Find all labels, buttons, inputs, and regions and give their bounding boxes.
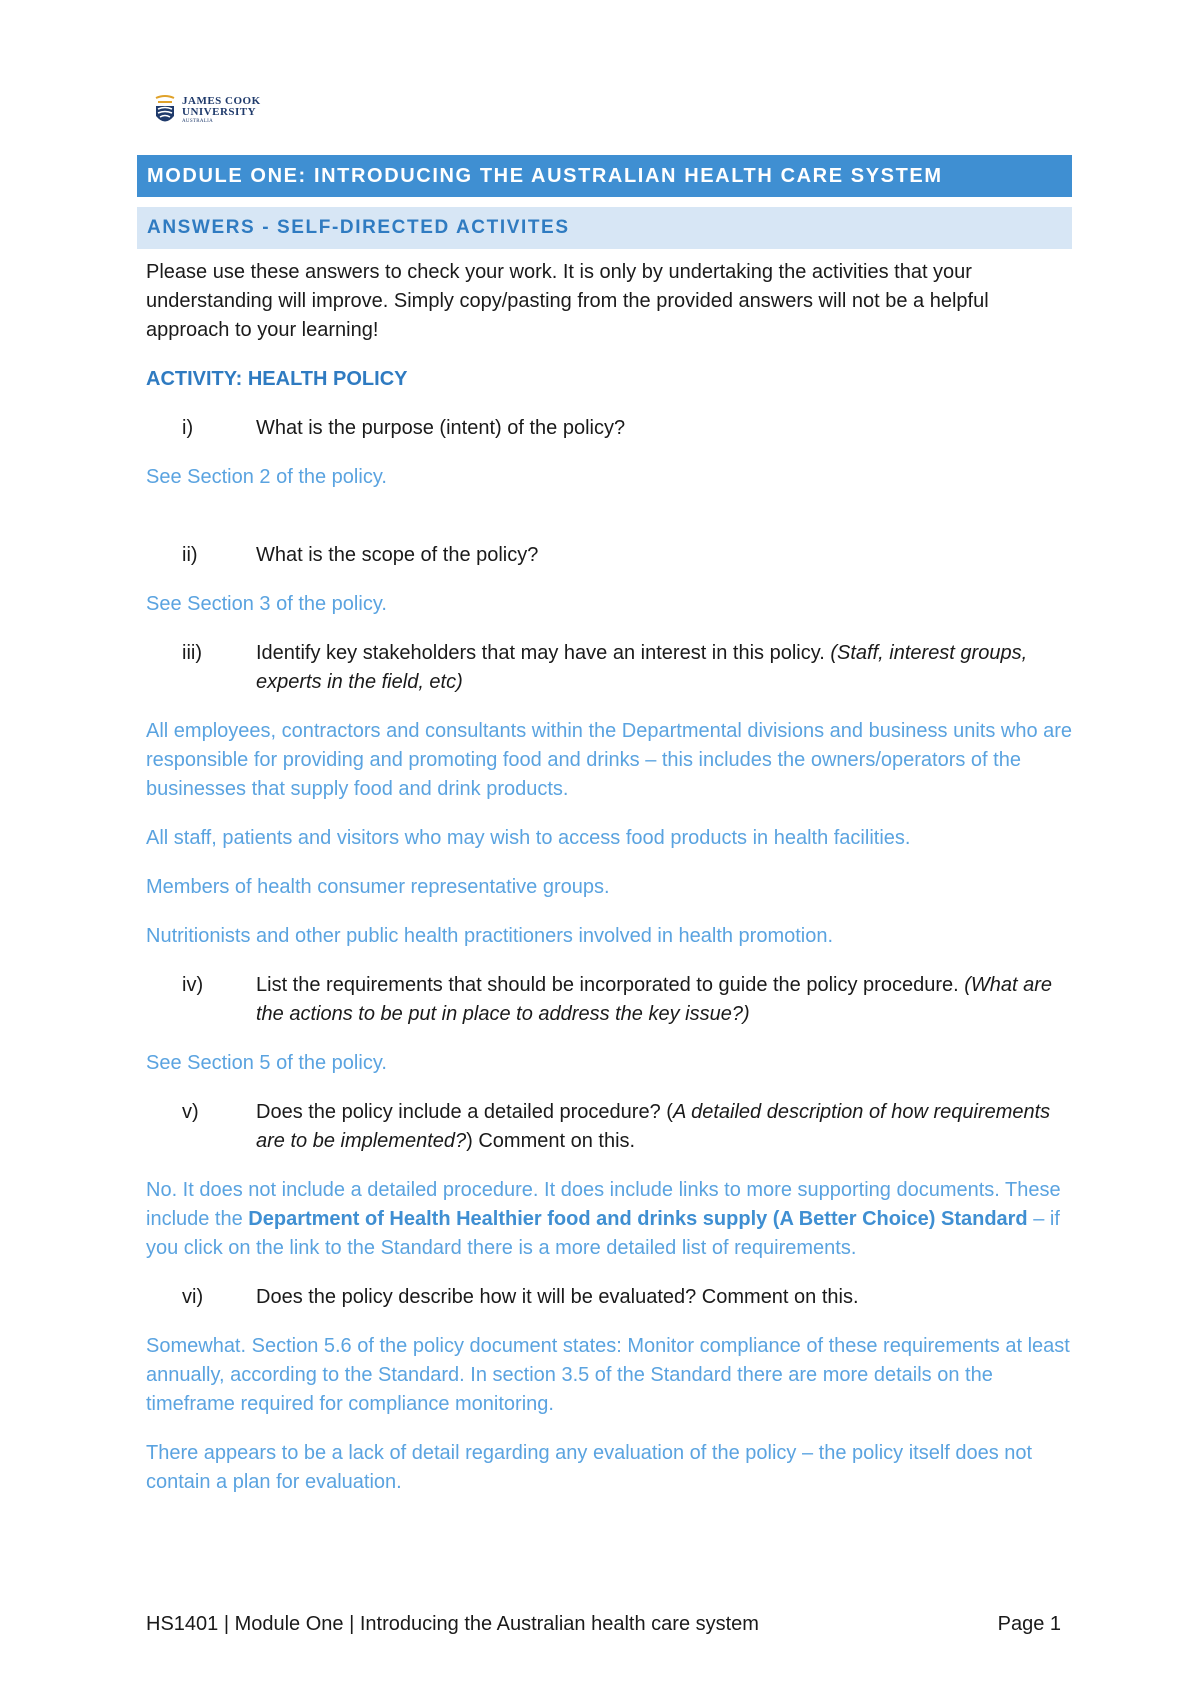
university-logo (154, 90, 274, 132)
footer-course-title: HS1401 | Module One | Introducing the Australian health care system (146, 1613, 759, 1635)
question-text: What is the scope of the policy? (256, 544, 539, 566)
document-body (146, 258, 1076, 1517)
answer-text: See Section 2 of the policy. (146, 466, 387, 488)
question-item (146, 541, 1076, 570)
answer-text: See Section 3 of the policy. (146, 593, 387, 615)
page-footer (146, 1613, 1061, 1636)
question-text (256, 1098, 1076, 1156)
answer-text (146, 1176, 1076, 1263)
question-item (146, 414, 1076, 443)
logo-line-2: UNIVERSITY (182, 106, 257, 118)
question-number: iv) (182, 974, 204, 996)
question-text: What is the purpose (intent) of the policy? (256, 417, 626, 439)
standard-link[interactable]: Department of Health Healthier food and drinks supply (A Better Choice) Standard (248, 1208, 1028, 1230)
question-text-main: List the requirements that should be incorporated to guide the policy procedure. (256, 974, 965, 996)
module-title-bar: MODULE ONE: INTRODUCING THE AUSTRALIAN HEALTH CARE SYSTEM (137, 155, 1072, 197)
answer-text: All employees, contractors and consultants within the Departmental divisions and business units who are responsible for providing and promoting food and drinks – this includes the owners/operators of the businesses that supply food and drink products. (146, 720, 1073, 800)
footer-page-number: Page 1 (997, 1613, 1061, 1635)
question-number: v) (182, 1101, 199, 1123)
question-text-hint: (Staff, interest groups, experts in the field, etc) (256, 642, 1028, 693)
logo-line-3: AUSTRALIA (182, 119, 214, 124)
question-text-hint: A detailed description of how requirements are to be implemented? (256, 1101, 1051, 1152)
question-item (146, 1098, 1076, 1156)
question-text-main: Identify key stakeholders that may have an interest in this policy. (256, 642, 831, 664)
answer-text: Nutritionists and other public health practitioners involved in health promotion. (146, 925, 834, 947)
section-title-bar: ANSWERS - SELF-DIRECTED ACTIVITES (137, 207, 1072, 249)
question-text (256, 971, 1076, 1029)
answer-text: All staff, patients and visitors who may wish to access food products in health facilities. (146, 827, 911, 849)
question-text (256, 639, 1076, 697)
answer-text-post: – if you click on the link to the Standard there is a more detailed list of requirements. (146, 1208, 1060, 1259)
question-text: Does the policy describe how it will be evaluated? Comment on this. (256, 1286, 859, 1308)
question-text-hint: (What are the actions to be put in place to address the key issue?) (256, 974, 1053, 1025)
university-crest-icon (154, 94, 176, 128)
question-number: iii) (182, 642, 202, 664)
question-number: i) (182, 417, 194, 439)
logo-line-1: JAMES COOK (182, 95, 261, 107)
activity-heading: ACTIVITY: HEALTH POLICY (146, 368, 408, 390)
answer-text: There appears to be a lack of detail regarding any evaluation of the policy – the policy itself does not contain a plan for evaluation. (146, 1442, 1033, 1493)
question-number: vi) (182, 1286, 204, 1308)
logo-wordmark (182, 96, 261, 126)
question-item (146, 639, 1076, 697)
question-text-tail: ) Comment on this. (466, 1130, 636, 1152)
answer-text: See Section 5 of the policy. (146, 1052, 387, 1074)
answer-text: Members of health consumer representative groups. (146, 876, 610, 898)
answer-text: Somewhat. Section 5.6 of the policy document states: Monitor compliance of these requirements at least annually, according to the Standard. In section 3.5 of the Standard there are more details on the timeframe required for compliance monitoring. (146, 1335, 1070, 1415)
intro-paragraph: Please use these answers to check your work. It is only by undertaking the activities that your understanding will improve. Simply copy/pasting from the provided answers will not be a helpful approach to your learning! (146, 261, 989, 341)
answer-text-pre: No. It does not include a detailed procedure. It does include links to more supporting documents. These include the (146, 1179, 1061, 1230)
question-text-main: Does the policy include a detailed procedure? ( (256, 1101, 673, 1123)
question-item (146, 1283, 1076, 1312)
question-number: ii) (182, 544, 198, 566)
question-item (146, 971, 1076, 1029)
